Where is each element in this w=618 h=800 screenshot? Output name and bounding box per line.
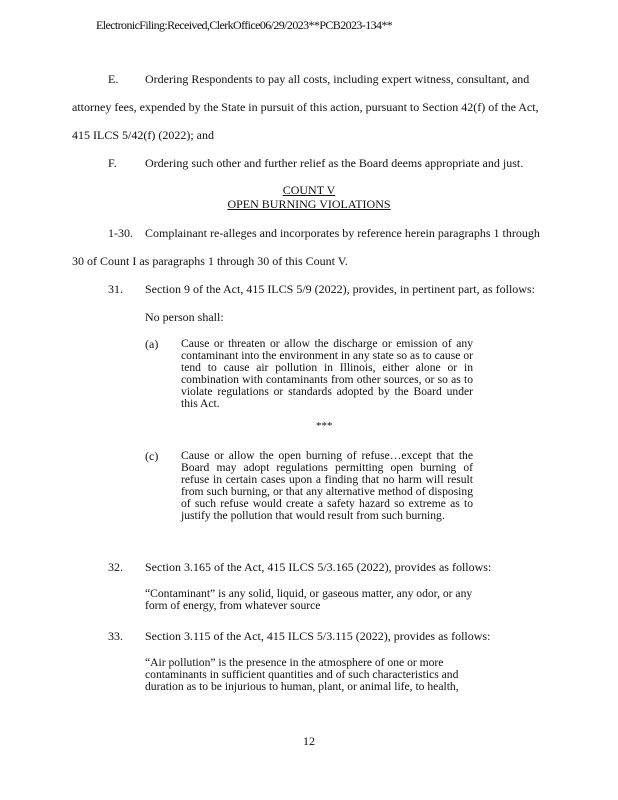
page-number: 12	[303, 734, 315, 748]
count-subtitle: OPEN BURNING VIOLATIONS	[227, 197, 391, 211]
relief-e-line3: 415 ILCS 5/42(f) (2022); and	[72, 128, 214, 142]
relief-f-label: F.	[108, 156, 117, 170]
subsection-a-text: Cause or threaten or allow the discharge or emission of any contaminant into the environment in any state so as to cause or tend to cause air pollution in Illinois, either alone or in combination with contaminants from other sources, or so as to violate regulations or standards adopted by the Board under this Act.	[181, 337, 473, 410]
efiling-header: ElectronicFiling:Received,ClerkOffice06/29/2023**PCB2023-134**	[96, 18, 393, 32]
para-33-number: 33.	[108, 629, 123, 643]
para-31-text: Section 9 of the Act, 415 ILCS 5/9 (2022), provides, in pertinent part, as follows:	[145, 282, 535, 296]
subsection-c-label: (c)	[145, 449, 159, 463]
ellipsis-stars: ***	[316, 420, 333, 432]
para-1-30-line1: Complainant re-alleges and incorporates by reference herein paragraphs 1 through	[145, 226, 540, 240]
air-pollution-definition: “Air pollution” is the presence in the atmosphere of one or more contaminants in sufficient quantities and of such characteristics and duration as to be injurious to human, plant, or animal life, to health,	[145, 656, 459, 693]
subsection-c-text: Cause or allow the open burning of refuse…except that the Board may adopt regulations permitting open burning of refuse in certain cases upon a finding that no harm will result from such burning, or that any alternative method of disposing of such refuse would create a safety hazard so extreme as to justify the pollution that would result from such burning.	[181, 449, 473, 522]
relief-e-label: E.	[108, 72, 119, 86]
contaminant-definition: “Contaminant” is any solid, liquid, or gaseous matter, any odor, or any form of energy, from whatever source	[145, 587, 473, 612]
relief-f-line1: Ordering such other and further relief as the Board deems appropriate and just.	[145, 156, 524, 170]
relief-e-line2: attorney fees, expended by the State in pursuit of this action, pursuant to Section 42(f) of the Act,	[72, 100, 539, 114]
para-31-intro: No person shall:	[145, 310, 224, 324]
para-32-number: 32.	[108, 560, 123, 574]
count-title: COUNT V	[282, 183, 336, 197]
para-33-text: Section 3.115 of the Act, 415 ILCS 5/3.115 (2022), provides as follows:	[145, 629, 491, 643]
para-1-30-number: 1-30.	[108, 226, 133, 240]
subsection-a-label: (a)	[145, 337, 159, 351]
para-32-text: Section 3.165 of the Act, 415 ILCS 5/3.165 (2022), provides as follows:	[145, 560, 492, 574]
para-1-30-line2: 30 of Count I as paragraphs 1 through 30 of this Count V.	[72, 254, 348, 268]
para-31-number: 31.	[108, 282, 123, 296]
relief-e-line1: Ordering Respondents to pay all costs, including expert witness, consultant, and	[145, 72, 530, 86]
